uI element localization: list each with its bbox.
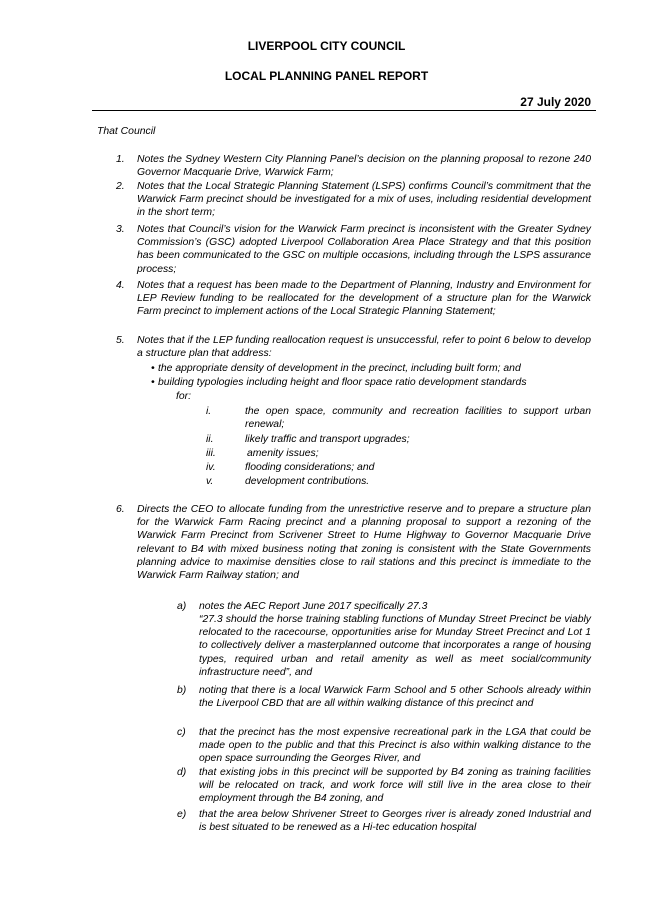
intro-text: That Council [97, 126, 156, 137]
list-item: Notes that the Local Strategic Planning Statement (LSPS) confirms Council’s commitment that the Warwick Farm precinct should be investigated for a mix of uses, including residential development in the short term; [137, 181, 591, 219]
roman-number: v. [206, 476, 214, 487]
list-item: Notes that a request has been made to the Department of Planning, Industry and Environment for LEP Review funding to be reallocated for the development of a structure plan for the Warwick Farm precinct to implement actions of the Local Strategic Planning Statement; [137, 280, 591, 318]
roman-number: ii. [206, 434, 214, 445]
bullet-marker: • [151, 377, 155, 388]
item-number: 1. [116, 154, 125, 165]
list-item: Notes that if the LEP funding reallocation request is unsuccessful, refer to point 6 below to develop a structure plan that address: [137, 335, 591, 360]
letter-marker: c) [177, 727, 186, 738]
letter-item: that the precinct has the most expensive recreational park in the LGA that could be made open to the public and that this Precinct is also within walking distance to the open space surrounding the Georges River, and [199, 727, 591, 765]
bullet-item: building typologies including height and floor space ratio development standards [158, 377, 527, 388]
report-date: 27 July 2020 [520, 95, 591, 109]
bullet-continuation: for: [176, 391, 192, 402]
item-number: 3. [116, 224, 125, 235]
roman-item: flooding considerations; and [245, 462, 375, 473]
list-item: Notes that Council’s vision for the Warwick Farm precinct is inconsistent with the Greater Sydney Commission’s (GSC) adopted Liverpool Collaboration Area Place Strategy and that this position has been communicated to the GSC on multiple occasions, including through the LSPS assurance process; [137, 224, 591, 275]
letter-item: that the area below Shrivener Street to Georges river is already zoned Industrial and is best situated to be renewed as a Hi-tec education hospital [199, 809, 591, 834]
item-number: 4. [116, 280, 125, 291]
list-item: Notes the Sydney Western City Planning Panel’s decision on the planning proposal to rezone 240 Governor Macquarie Drive, Warwick Farm; [137, 154, 591, 179]
roman-number: iv. [206, 462, 216, 473]
letter-item: notes the AEC Report June 2017 specifically 27.3 [199, 601, 428, 612]
header-divider [92, 110, 596, 111]
report-title: LOCAL PLANNING PANEL REPORT [224, 69, 429, 83]
bullet-marker: • [151, 363, 155, 374]
letter-item: that existing jobs in this precinct will be supported by B4 zoning as training facilities will be relocated on track, and work force will still live in the area close to their employment through the B4 zoning, and [199, 767, 591, 805]
letter-marker: d) [177, 767, 187, 778]
letter-item: noting that there is a local Warwick Farm School and 5 other Schools already within the Liverpool CBD that are all within walking distance of this precinct and [199, 685, 591, 710]
list-item: Directs the CEO to allocate funding from the unrestrictive reserve and to prepare a structure plan for the Warwick Farm Racing precinct and a planning proposal to support a rezoning of the Warwick Farm Precinct from Scrivener Street to Hume Highway to Governor Macquarie Drive relevant to B4 with mixed business noting that zoning is consistent with the State Governments planning advice to maximise densities close to rail stations and this precinct is immediate to the Warwick Farm Railway station; and [137, 504, 591, 582]
roman-item: amenity issues; [247, 448, 319, 459]
letter-marker: e) [177, 809, 187, 820]
roman-item: likely traffic and transport upgrades; [245, 434, 410, 445]
item-number: 2. [116, 181, 125, 192]
item-number: 6. [116, 504, 125, 515]
letter-marker: b) [177, 685, 187, 696]
letter-marker: a) [177, 601, 187, 612]
roman-item: development contributions. [245, 476, 370, 487]
roman-item: the open space, community and recreation facilities to support urban renewal; [245, 406, 591, 431]
council-name: LIVERPOOL CITY COUNCIL [247, 39, 406, 53]
roman-number: iii. [206, 448, 216, 459]
roman-number: i. [206, 406, 212, 417]
bullet-item: the appropriate density of development in the precinct, including built form; and [158, 363, 521, 374]
quote-block: “27.3 should the horse training stabling functions of Munday Street Precinct be viably relocated to the racecourse, opportunities arise for Munday Street Precinct and Lot 1 to collectively deliver a masterplanned outcome that incorporates a range of housing types, required urban and retail amenity as well as meet social/community infrastructure need”, and [199, 614, 591, 678]
item-number: 5. [116, 335, 125, 346]
